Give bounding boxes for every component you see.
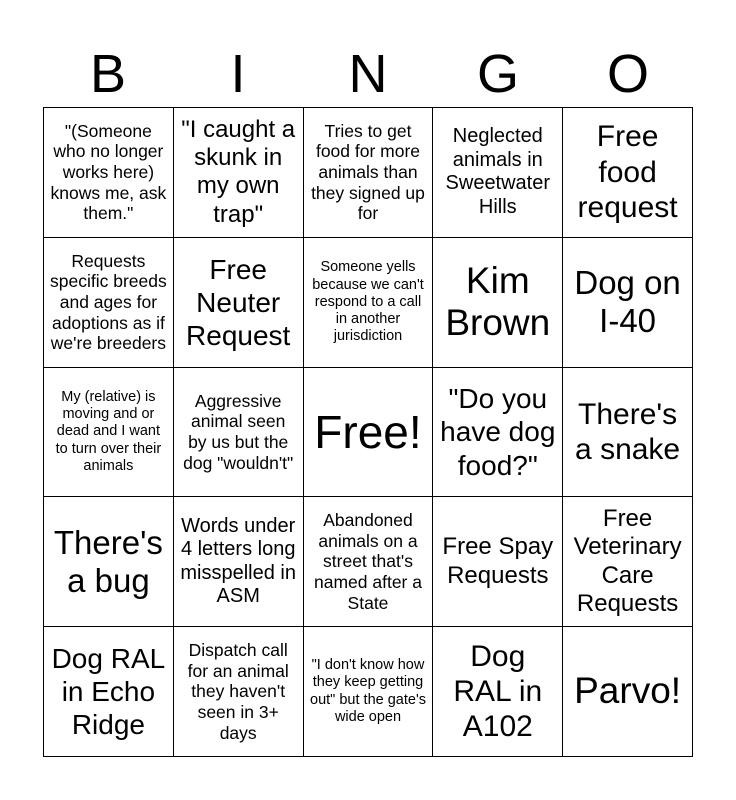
bingo-cell-g4[interactable]: Free Spay Requests (433, 497, 563, 627)
bingo-cell-n4[interactable]: Abandoned animals on a street that's named after a State (304, 497, 434, 627)
header-letter-g: G (476, 44, 519, 104)
bingo-cell-o2[interactable]: Dog on I-40 (563, 238, 693, 368)
bingo-cell-i2[interactable]: Free Neuter Request (174, 238, 304, 368)
bingo-cell-i4[interactable]: Words under 4 letters long misspelled in ASM (174, 497, 304, 627)
free-space[interactable]: Free! (304, 368, 434, 498)
bingo-cell-i3[interactable]: Aggressive animal seen by us but the dog "wouldn't" (174, 368, 304, 498)
bingo-cell-b3[interactable]: My (relative) is moving and or dead and I want to turn over their animals (44, 368, 174, 498)
bingo-cell-o1[interactable]: Free food request (563, 108, 693, 238)
bingo-cell-n1[interactable]: Tries to get food for more animals than they signed up for (304, 108, 434, 238)
bingo-board (43, 107, 693, 757)
bingo-cell-o3[interactable]: There's a snake (563, 368, 693, 498)
bingo-cell-b1[interactable]: "(Someone who no longer works here) knows me, ask them." (44, 108, 174, 238)
bingo-cell-g3[interactable]: "Do you have dog food?" (433, 368, 563, 498)
bingo-cell-n5[interactable]: "I don't know how they keep getting out" but the gate's wide open (304, 627, 434, 757)
header-letter-o: O (606, 44, 649, 104)
bingo-cell-b4[interactable]: There's a bug (44, 497, 174, 627)
header-letter-i: I (230, 44, 246, 104)
bingo-cell-i5[interactable]: Dispatch call for an animal they haven't seen in 3+ days (174, 627, 304, 757)
bingo-cell-o4[interactable]: Free Veterinary Care Requests (563, 497, 693, 627)
bingo-cell-g2[interactable]: Kim Brown (433, 238, 563, 368)
bingo-header (43, 42, 693, 106)
bingo-cell-b5[interactable]: Dog RAL in Echo Ridge (44, 627, 174, 757)
header-letter-b: B (89, 44, 127, 104)
bingo-cell-i1[interactable]: "I caught a skunk in my own trap" (174, 108, 304, 238)
bingo-cell-b2[interactable]: Requests specific breeds and ages for adoptions as if we're breeders (44, 238, 174, 368)
bingo-cell-n2[interactable]: Someone yells because we can't respond to a call in another jurisdiction (304, 238, 434, 368)
bingo-cell-o5[interactable]: Parvo! (563, 627, 693, 757)
header-letter-n: N (348, 44, 388, 104)
bingo-cell-g1[interactable]: Neglected animals in Sweetwater Hills (433, 108, 563, 238)
bingo-cell-g5[interactable]: Dog RAL in A102 (433, 627, 563, 757)
